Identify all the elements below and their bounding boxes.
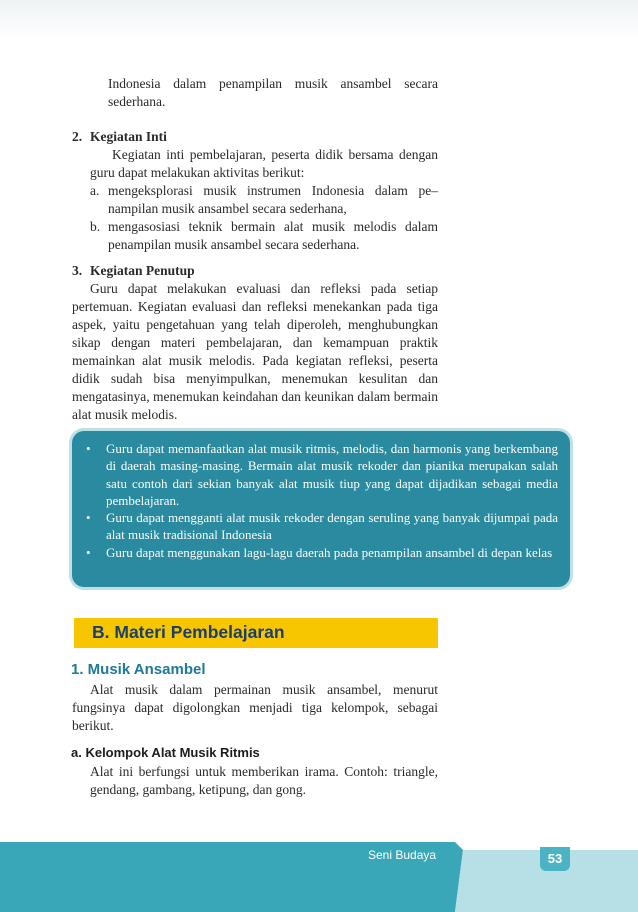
- kegiatan-inti-heading: [72, 128, 438, 146]
- bullet-icon: •: [86, 510, 91, 526]
- kegiatan-penutup-paragraph: Guru dapat melakukan evaluasi dan refleksi pada setiap pertemuan. Kegiatan evaluasi dan refleksi menekankan pada tiga aspek, yaitu pengetahuan yang telah diperoleh, menghubungkan sikap dengan materi pembelajaran, dan kemampuan praktik memainkan alat musik melodis. Pada kegiatan refleksi, peserta didik sudah bisa menyimpulkan, menemukan kesulitan dan mengatasinya, menemukan keindahan dan keunikan dalam bermain alat musik melodis.: [72, 281, 438, 422]
- item-text: mengasosiasi teknik bermain alat musik melodis dalam penampilan musik ansambel secara sederhana.: [108, 219, 438, 252]
- intro-line-1: Indonesia dalam penampilan musik ansambel secara: [108, 76, 438, 91]
- top-band: [0, 0, 638, 40]
- kegiatan-inti-number: 2.: [72, 129, 83, 144]
- note-item: [86, 544, 558, 561]
- note-text: Guru dapat menggunakan lagu-lagu daerah pada penampilan ansambel di depan kelas: [106, 544, 553, 560]
- bullet-icon: •: [86, 544, 91, 560]
- musik-ansambel-title: 1. Musik Ansambel: [71, 661, 206, 678]
- kegiatan-penutup-number: 3.: [72, 263, 83, 278]
- footer-book-title: Seni Budaya: [368, 848, 437, 862]
- kegiatan-penutup-section: [72, 262, 438, 424]
- note-item: [86, 440, 558, 509]
- note-item: [86, 509, 558, 544]
- page-number: 53: [540, 847, 570, 871]
- intro-line-2: sederhana.: [108, 94, 166, 109]
- teacher-notes-list: [86, 440, 558, 561]
- kelompok-ritmis-paragraph: Alat ini berfungsi untuk memberikan irama. Contoh: triangle, gendang, gambang, ketipung, dan gong.: [90, 764, 438, 797]
- intro-text: [108, 75, 438, 111]
- kegiatan-inti-title: Kegiatan Inti: [90, 129, 167, 144]
- kelompok-ritmis-title: a. Kelompok Alat Musik Ritmis: [71, 745, 260, 760]
- bullet-icon: •: [86, 441, 91, 456]
- note-text: Guru dapat memanfaatkan alat musik ritmis, melodis, dan harmonis yang berkembang di daerah masing-masing. Bermain alat musik rekoder dan pianika merupakan salah satu contoh dari sekian banyak alat musik tiup yang dapat dijadikan sebagai media pembelajaran.: [106, 441, 558, 508]
- item-text: mengeksplorasi musik instrumen Indonesia dalam pe– nampilan musik ansambel secara sederhana,: [108, 183, 438, 216]
- note-text: Guru dapat mengganti alat musik rekoder dengan seruling yang banyak dijumpai pada alat musik tradisional Indonesia: [106, 510, 558, 543]
- kegiatan-penutup-title: Kegiatan Penutup: [90, 263, 195, 278]
- kegiatan-inti-paragraph: Kegiatan inti pembelajaran, peserta didik bersama dengan guru dapat melakukan aktivitas berikut:: [90, 147, 438, 180]
- kegiatan-inti-item-b: [90, 218, 438, 254]
- section-title: B. Materi Pembelajaran: [92, 622, 285, 642]
- kegiatan-inti-item-a: [90, 182, 438, 218]
- item-letter: a.: [90, 183, 100, 198]
- musik-ansambel-paragraph: Alat musik dalam permainan musik ansambel, menurut fungsinya dapat digolongkan menjadi tiga kelompok, sebagai berikut.: [72, 682, 438, 733]
- kegiatan-inti-body: [72, 146, 438, 254]
- kegiatan-inti-section: [72, 128, 438, 254]
- kegiatan-penutup-heading: [72, 262, 438, 280]
- item-letter: b.: [90, 219, 101, 234]
- footer-band: [0, 830, 638, 912]
